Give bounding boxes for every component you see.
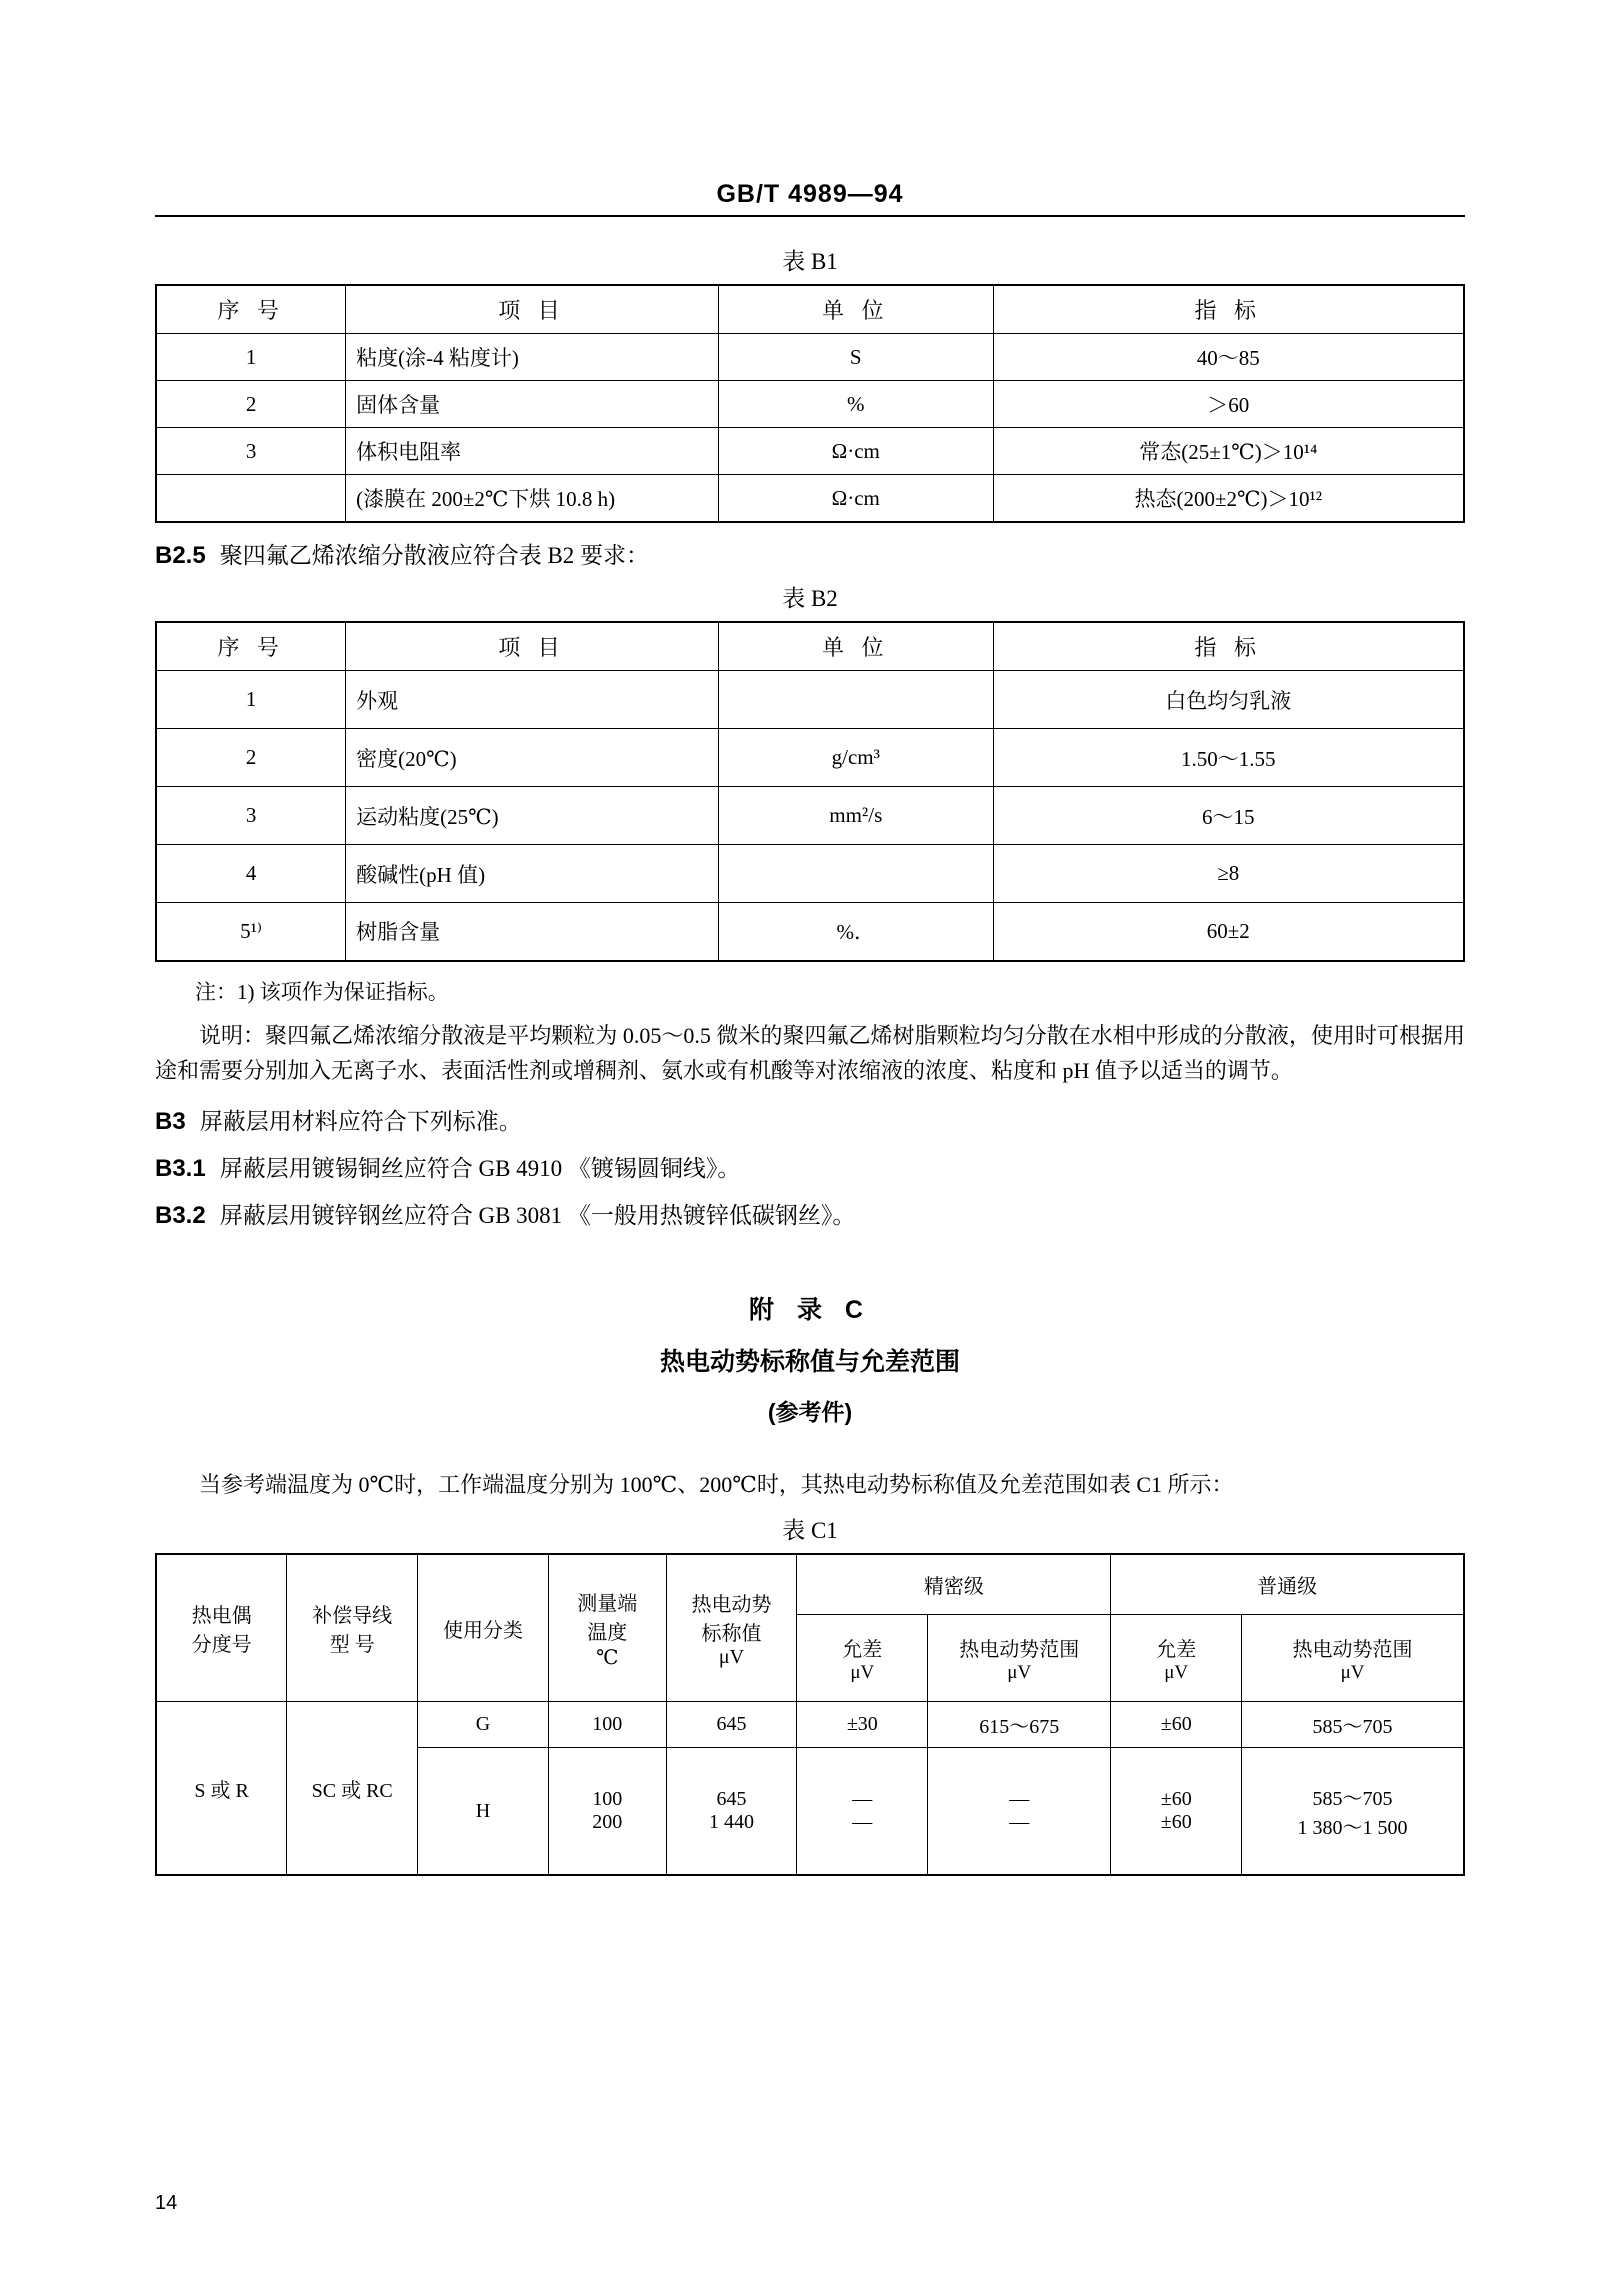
table-b2-r3-c2 [718, 845, 993, 903]
section-b3-2-number: B3.2 [155, 1201, 206, 1229]
table-c1-r1-temp-1: 200 [592, 1811, 623, 1834]
table-b2 [155, 621, 1465, 962]
table-c1-header-temp-l3: ℃ [596, 1646, 619, 1669]
section-b3-2 [155, 1197, 1465, 1230]
table-b2-r2-c3: 6～15 [993, 787, 1464, 845]
table-b1-r1-c2: % [718, 381, 993, 428]
table-c1-r1-temps [548, 1748, 666, 1876]
table-b2-col-1: 项 目 [346, 622, 719, 671]
table-b2-r2-c2: mm²/s [718, 787, 993, 845]
table-c1-header-prec-range-l2: μV [1007, 1661, 1032, 1683]
table-b1-r3-c1: (漆膜在 200±2℃下烘 10.8 h) [346, 475, 719, 523]
table-b1-r0-c2: S [718, 334, 993, 381]
table-b2-r0-c2 [718, 671, 993, 729]
table-b2-r2-c1: 运动粘度(25℃) [346, 787, 719, 845]
table-c1-header-compwire [287, 1554, 418, 1702]
table-b1-r3-c2: Ω·cm [718, 475, 993, 523]
table-c1-caption: 表 C1 [782, 1518, 838, 1544]
table-b2-r1-c3: 1.50～1.55 [993, 729, 1464, 787]
table-c1-r1-ord-tol-1: ±60 [1160, 1811, 1192, 1834]
page-header-standard-number: GB/T 4989—94 [716, 180, 904, 208]
table-c1-header-ord-range-l2: μV [1340, 1661, 1365, 1683]
table-c1-header-group-precision: 精密级 [797, 1554, 1111, 1614]
table-c1-header-prec-tol-l2: μV [850, 1661, 875, 1683]
table-c1-header-emf [666, 1554, 797, 1702]
table-b1-r1-c3: ＞60 [993, 381, 1464, 428]
table-b2-r0-c1: 外观 [346, 671, 719, 729]
table-b1 [155, 284, 1465, 523]
table-c1-r1-prec-tol-0: — [852, 1788, 873, 1811]
table-b1-r0-c0: 1 [156, 334, 346, 381]
table-row [156, 334, 1464, 381]
table-c1-header-emf-l2: 标称值 [701, 1622, 762, 1645]
table-c1-header-thermocouple [156, 1554, 287, 1702]
table-c1-r1-class: H [418, 1748, 549, 1876]
header-rule [155, 215, 1465, 217]
table-c1-r0-prec-range: 615～675 [928, 1702, 1111, 1748]
table-c1-r0-prec-tol: ±30 [797, 1702, 928, 1748]
table-b2-col-0: 序 号 [156, 622, 346, 671]
table-b1-r1-c1: 固体含量 [346, 381, 719, 428]
section-b3-1-text: 屏蔽层用镀锡铜丝应符合 GB 4910 《镀锡圆铜线》。 [219, 1155, 741, 1181]
table-c1-header-compwire-l2: 型 号 [329, 1634, 375, 1657]
table-c1-r1-emf-1: 1 440 [709, 1811, 754, 1834]
table-row [156, 845, 1464, 903]
appendix-c-kind: (参考件) [767, 1398, 853, 1425]
page-content [155, 0, 1465, 1876]
table-c1-r0-ord-range: 585～705 [1242, 1702, 1464, 1748]
table-c1-r1-temp-0: 100 [592, 1788, 623, 1811]
table-c1-r1-ord-tol-0: ±60 [1160, 1788, 1192, 1811]
table-b2-r0-c0: 1 [156, 671, 346, 729]
table-row [156, 671, 1464, 729]
table-b1-r0-c1: 粘度(涂-4 粘度计) [346, 334, 719, 381]
table-row [156, 475, 1464, 523]
table-b1-r0-c3: 40～85 [993, 334, 1464, 381]
table-c1-header-emf-l3: μV [718, 1645, 745, 1668]
table-row [156, 903, 1464, 961]
table-b2-col-3: 指 标 [993, 622, 1464, 671]
section-b2-5 [155, 537, 1465, 570]
table-c1-header-prec-range-l1: 热电动势范围 [959, 1638, 1080, 1661]
table-c1-r1-prec-range-1: — [1009, 1811, 1030, 1834]
table-c1-header-ord-range-l1: 热电动势范围 [1292, 1638, 1413, 1661]
table-b2-explanation: 说明：聚四氟乙烯浓缩分散液是平均颗粒为 0.05～0.5 微米的聚四氟乙烯树脂颗粒均匀分散在水相中形成的分散液，使用时可根据用途和需要分别加入无离子水、表面活性剂或增稠剂、氨水或有机酸等对浓缩液的浓度、粘度和 pH 值予以适当的调节。 [155, 1022, 1465, 1084]
table-b2-footnote: 注：1) 该项作为保证指标。 [195, 979, 449, 1004]
table-c1-r1-ord-ranges [1242, 1748, 1464, 1876]
table-c1-r0-emf: 645 [666, 1702, 797, 1748]
table-b1-col-2: 单 位 [718, 285, 993, 334]
table-b1-col-1: 项 目 [346, 285, 719, 334]
table-c1-header-class: 使用分类 [418, 1554, 549, 1702]
table-c1-header-prec-range [928, 1614, 1111, 1702]
table-c1-header-ord-tol-l2: μV [1164, 1661, 1189, 1683]
table-c1 [155, 1553, 1465, 1876]
table-c1-thermocouple-value: S 或 R [156, 1702, 287, 1876]
table-b2-r4-c2: %． [718, 903, 993, 961]
table-b2-r2-c0: 3 [156, 787, 346, 845]
table-c1-r1-prec-ranges [928, 1748, 1111, 1876]
appendix-c-subtitle: 热电动势标称值与允差范围 [659, 1347, 960, 1376]
table-c1-header-temp-l1: 测量端 [577, 1592, 638, 1615]
page-number: 14 [155, 2192, 178, 2214]
section-b2-5-number: B2.5 [155, 542, 206, 569]
table-row [156, 285, 1464, 334]
table-c1-header-temp [548, 1554, 666, 1702]
table-b2-caption: 表 B2 [782, 586, 838, 611]
table-c1-header-thermocouple-l1: 热电偶 [191, 1605, 252, 1628]
table-row [156, 1554, 1464, 1614]
table-c1-header-ord-range [1242, 1614, 1464, 1702]
table-b2-r1-c1: 密度(20℃) [346, 729, 719, 787]
appendix-c-intro: 当参考端温度为 0℃时，工作端温度分别为 100℃、200℃时，其热电动势标称值及允差范围如表 C1 所示： [199, 1471, 1234, 1497]
section-b2-5-text: 聚四氟乙烯浓缩分散液应符合表 B2 要求： [219, 543, 650, 568]
table-c1-header-group-ordinary: 普通级 [1111, 1554, 1464, 1614]
section-b3-1-number: B3.1 [155, 1154, 206, 1182]
table-c1-header-prec-tol-l1: 允差 [842, 1638, 883, 1661]
table-b2-r4-c0: 5¹⁾ [156, 903, 346, 961]
table-b2-r1-c2: g/cm³ [718, 729, 993, 787]
table-c1-header-emf-l1: 热电动势 [691, 1593, 772, 1616]
table-c1-header-ord-tol [1111, 1614, 1242, 1702]
table-b1-r2-c3: 常态(25±1℃)＞10¹⁴ [993, 428, 1464, 475]
appendix-c-title: 附 录 C [749, 1295, 871, 1324]
table-c1-r1-ord-range-1: 1 380～1 500 [1297, 1817, 1408, 1840]
table-c1-compwire-value: SC 或 RC [287, 1702, 418, 1876]
table-c1-header-thermocouple-l2: 分度号 [191, 1634, 252, 1657]
table-c1-r0-ord-tol: ±60 [1111, 1702, 1242, 1748]
table-b2-r1-c0: 2 [156, 729, 346, 787]
table-row [156, 729, 1464, 787]
table-c1-r1-emf-0: 645 [716, 1788, 747, 1811]
table-b1-r1-c0: 2 [156, 381, 346, 428]
table-c1-header-temp-l2: 温度 [587, 1621, 628, 1644]
table-b2-r3-c1: 酸碱性(pH 值) [346, 845, 719, 903]
table-b1-r2-c2: Ω·cm [718, 428, 993, 475]
section-b3-2-text: 屏蔽层用镀锌钢丝应符合 GB 3081 《一般用热镀锌低碳钢丝》。 [219, 1202, 856, 1228]
table-c1-r1-prec-tols [797, 1748, 928, 1876]
table-row [156, 622, 1464, 671]
table-c1-header-compwire-l1: 补偿导线 [312, 1605, 393, 1628]
section-b3-1 [155, 1150, 1465, 1183]
table-c1-header-ord-tol-l1: 允差 [1156, 1638, 1197, 1661]
table-b2-r3-c0: 4 [156, 845, 346, 903]
table-c1-r1-ord-range-0: 585～705 [1312, 1788, 1393, 1811]
table-c1-r0-temp: 100 [548, 1702, 666, 1748]
table-b2-r4-c1: 树脂含量 [346, 903, 719, 961]
table-c1-r1-ord-tols [1111, 1748, 1242, 1876]
table-b1-r3-c3: 热态(200±2℃)＞10¹² [993, 475, 1464, 523]
table-b1-r2-c1: 体积电阻率 [346, 428, 719, 475]
table-b1-r3-c0 [156, 475, 346, 523]
table-row [156, 1702, 1464, 1748]
table-c1-r1-prec-range-0: — [1009, 1788, 1030, 1811]
table-b2-r4-c3: 60±2 [993, 903, 1464, 961]
table-b2-r0-c3: 白色均匀乳液 [993, 671, 1464, 729]
table-b1-r2-c0: 3 [156, 428, 346, 475]
table-b2-col-2: 单 位 [718, 622, 993, 671]
table-b2-r3-c3: ≥8 [993, 845, 1464, 903]
table-b1-col-3: 指 标 [993, 285, 1464, 334]
table-c1-header-prec-tol [797, 1614, 928, 1702]
table-b1-caption: 表 B1 [782, 249, 838, 274]
table-c1-r1-prec-tol-1: — [852, 1811, 873, 1834]
table-row [156, 381, 1464, 428]
section-b3-number: B3 [155, 1107, 186, 1135]
section-b3 [155, 1103, 1465, 1136]
table-c1-r0-class: G [418, 1702, 549, 1748]
table-row [156, 428, 1464, 475]
table-c1-r1-emfs [666, 1748, 797, 1876]
section-b3-text: 屏蔽层用材料应符合下列标准。 [199, 1108, 522, 1134]
table-b1-col-0: 序 号 [156, 285, 346, 334]
table-row [156, 787, 1464, 845]
